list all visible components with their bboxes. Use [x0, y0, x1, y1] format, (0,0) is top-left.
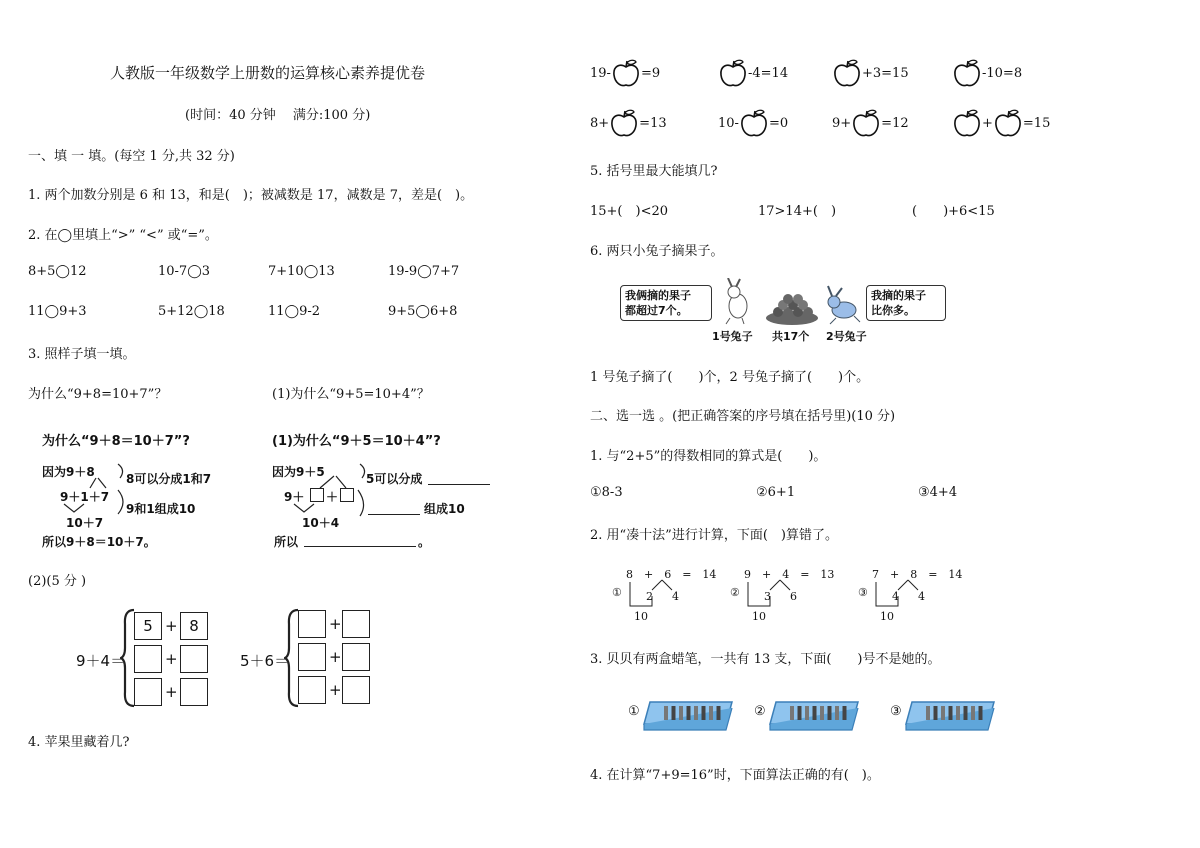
q1b-line1: 因为9＋5	[272, 465, 325, 479]
q4-text: 4. 苹果里藏着几?	[28, 735, 130, 750]
s2q4-text: 4. 在计算“7+9=16”时，下面算法正确的有( )。	[590, 768, 880, 783]
apple-icon[interactable]	[739, 108, 769, 138]
apple-eq-suffix: =13	[639, 115, 667, 131]
q2-item: 5+12◯18	[158, 304, 225, 319]
crayon-box-option[interactable]	[754, 698, 864, 732]
make-ten-ten: 10	[634, 610, 648, 623]
q2-item: 8+5◯12	[28, 264, 87, 279]
q5-item: 17>14+( )	[758, 204, 837, 219]
example-split-lines	[40, 460, 140, 535]
crayon-option-number: ②	[754, 704, 766, 719]
q1b-note1-blank[interactable]	[428, 484, 490, 485]
q1b-line4: 所以	[274, 535, 299, 549]
example-line1: 因为9＋8	[42, 465, 95, 479]
example-line4: 所以9＋8＝10＋7。	[42, 535, 156, 549]
crayon-box-option[interactable]	[628, 698, 738, 732]
eq1-box[interactable]	[180, 678, 208, 706]
apple-equation	[832, 58, 909, 88]
apple-eq-suffix: -4=14	[748, 65, 789, 81]
crayon-box-option[interactable]	[890, 698, 1000, 732]
make-ten-lines	[730, 566, 848, 626]
make-ten-expression: 7 + 8 = 14	[872, 568, 963, 581]
q1b-note1: 5可以分成	[366, 472, 423, 486]
apple-eq-suffix: =0	[768, 115, 789, 131]
make-ten-lines	[612, 566, 730, 626]
q2-item: 10-7◯3	[158, 264, 211, 279]
make-ten-lines	[858, 566, 976, 626]
apple-icon[interactable]	[611, 58, 641, 88]
apple-icon[interactable]	[832, 58, 862, 88]
apple-icon[interactable]	[993, 108, 1023, 138]
s2q3-text: 3. 贝贝有两盒蜡笔，一共有 13 支，下面( )号不是她的。	[590, 652, 941, 667]
q2-item: 11◯9-2	[268, 304, 321, 319]
s2q1-option[interactable]: ②6+1	[756, 485, 796, 500]
plus-sign: +	[165, 683, 178, 701]
make-ten-diagram	[612, 566, 730, 626]
make-ten-expression: 9 + 4 = 13	[744, 568, 835, 581]
speech-bubble-1	[620, 285, 712, 321]
eq1-box[interactable]	[180, 645, 208, 673]
q1b-line2b: ＋	[326, 490, 339, 504]
apple-equation	[590, 58, 660, 88]
apple-equation	[718, 108, 788, 138]
make-ten-part: 4	[892, 590, 899, 603]
q2-text: 2. 在◯里填上“>” “<” 或“=”。	[28, 228, 218, 243]
plus-sign: +	[329, 681, 342, 699]
eq2-box[interactable]	[298, 610, 326, 638]
apple-eq-suffix: =12	[881, 115, 909, 131]
apple-equation	[832, 108, 909, 138]
q5-item: ( )+6<15	[912, 204, 995, 219]
make-ten-option-number: ②	[730, 586, 740, 599]
crayon-option-number: ①	[628, 704, 640, 719]
q2-item: 19-9◯7+7	[388, 264, 460, 279]
section1-heading: 一、填 一 填。(每空 1 分,共 32 分)	[28, 149, 235, 164]
q6-answer: 1 号兔子摘了( )个，2 号兔子摘了( )个。	[590, 370, 870, 385]
fruit-pile-icon	[766, 294, 818, 325]
section2-heading: 二、选一选 。(把正确答案的序号填在括号里)(10 分)	[590, 409, 896, 424]
q3-why2: (1)为什么“9+5=10+4”？	[272, 387, 430, 402]
plus-sign: +	[165, 650, 178, 668]
crayon-option-number: ③	[890, 704, 902, 719]
q5-item: 15+( )<20	[590, 204, 669, 219]
eq2-box[interactable]	[342, 676, 370, 704]
make-ten-part: 3	[764, 590, 771, 603]
apple-equation	[718, 58, 788, 88]
s2q1-option[interactable]: ③4+4	[918, 485, 958, 500]
q3-part2: (2)(5 分 )	[28, 574, 87, 589]
rabbit-2-icon	[828, 286, 860, 324]
apple-icon[interactable]	[718, 58, 748, 88]
plus-sign: +	[329, 648, 342, 666]
crayon-box-icon	[766, 698, 862, 732]
make-ten-expression: 8 + 6 = 14	[626, 568, 717, 581]
make-ten-part: 4	[918, 590, 925, 603]
make-ten-part: 4	[672, 590, 679, 603]
apple-eq-suffix: =15	[1022, 115, 1051, 131]
plus-sign: +	[165, 617, 178, 635]
q2-item: 11◯9+3	[28, 304, 87, 319]
eq1-box[interactable]	[134, 678, 162, 706]
make-ten-diagram	[730, 566, 848, 626]
eq1-box[interactable]	[134, 645, 162, 673]
apple-icon[interactable]	[851, 108, 881, 138]
q5-text: 5. 括号里最大能填几?	[590, 164, 718, 179]
q1b-line4-end: 。	[418, 535, 431, 549]
bubble-1-line: 我俩摘的果子	[625, 289, 691, 302]
example-line2: 9＋1＋7	[60, 490, 110, 504]
apple-icon[interactable]	[609, 108, 639, 138]
apple-eq-prefix: 10-	[718, 115, 739, 131]
plus-sign: +	[329, 615, 342, 633]
apple-icon[interactable]	[952, 108, 982, 138]
apple-eq-prefix: 9+	[832, 115, 852, 131]
s2q1-text: 1. 与“2+5”的得数相同的算式是( )。	[590, 449, 827, 464]
bubble-2-line: 我摘的果子	[871, 289, 926, 302]
page-title: 人教版一年级数学上册数的运算核心素养提优卷	[110, 64, 426, 82]
rabbit-1-label: 1号兔子	[712, 330, 753, 343]
crayon-box-icon	[640, 698, 736, 732]
eq1-box[interactable]: 8	[180, 612, 208, 640]
s2q2-text: 2. 用“凑十法”进行计算，下面( )算错了。	[590, 528, 838, 543]
bubble-2-line: 比你多。	[871, 304, 915, 317]
example-line3: 10＋7	[66, 516, 104, 530]
example-note2: 9和1组成10	[126, 502, 196, 516]
apple-icon[interactable]	[952, 58, 982, 88]
q1b-note2: 组成10	[424, 502, 465, 516]
s2q1-option[interactable]: ①8-3	[590, 485, 623, 500]
rabbit-1-icon	[726, 278, 747, 324]
example-title: 为什么“9＋8＝10＋7”?	[42, 434, 190, 449]
q1b-split-lines	[280, 460, 380, 535]
apple-equation	[590, 108, 667, 138]
q1-text: 1. 两个加数分别是 6 和 13，和是( )；被减数是 17，减数是 7，差是( )。	[28, 188, 474, 203]
rabbit-2-label: 2号兔子	[826, 330, 867, 343]
apple-eq-prefix: 19-	[590, 65, 611, 81]
make-ten-option-number: ①	[612, 586, 622, 599]
q2-item: 9+5◯6+8	[388, 304, 458, 319]
eq2-box[interactable]	[298, 676, 326, 704]
speech-bubble-2	[866, 285, 946, 321]
apple-eq-suffix: =9	[640, 65, 661, 81]
eq2-box[interactable]	[342, 643, 370, 671]
apple-eq-prefix: 8+	[590, 115, 610, 131]
q3-why1: 为什么“9+8=10+7”？	[28, 387, 168, 402]
make-ten-part: 6	[790, 590, 797, 603]
example-note1: 8可以分成1和7	[126, 472, 212, 486]
apple-eq-mid: +	[982, 115, 993, 131]
eq1-lhs: 9＋4＝	[76, 652, 126, 670]
bubble-1-line: 都超过7个。	[625, 304, 688, 317]
apple-equation	[952, 108, 1050, 138]
q3-text: 3. 照样子填一填。	[28, 347, 136, 362]
q1b-line3: 10＋4	[302, 516, 340, 530]
apple-eq-suffix: +3=15	[862, 65, 909, 81]
make-ten-diagram	[858, 566, 976, 626]
crayon-box-icon	[902, 698, 998, 732]
q1b-title: (1)为什么“9＋5＝10＋4”?	[272, 434, 441, 449]
eq2-lhs: 5＋6＝	[240, 652, 290, 670]
apple-equation	[952, 58, 1022, 88]
make-ten-part: 2	[646, 590, 653, 603]
make-ten-option-number: ③	[858, 586, 868, 599]
page-subtitle: (时间：40 分钟 满分:100 分)	[185, 108, 371, 123]
q1b-line2a: 9＋	[284, 490, 305, 504]
q1b-answer-blank[interactable]	[304, 546, 416, 547]
eq2-box[interactable]	[298, 643, 326, 671]
apple-eq-suffix: -10=8	[982, 65, 1023, 81]
make-ten-ten: 10	[752, 610, 766, 623]
fruit-pile-label: 共17个	[772, 330, 810, 343]
eq2-box[interactable]	[342, 610, 370, 638]
make-ten-ten: 10	[880, 610, 894, 623]
eq1-box[interactable]: 5	[134, 612, 162, 640]
q6-text: 6. 两只小兔子摘果子。	[590, 244, 724, 259]
q2-item: 7+10◯13	[268, 264, 335, 279]
